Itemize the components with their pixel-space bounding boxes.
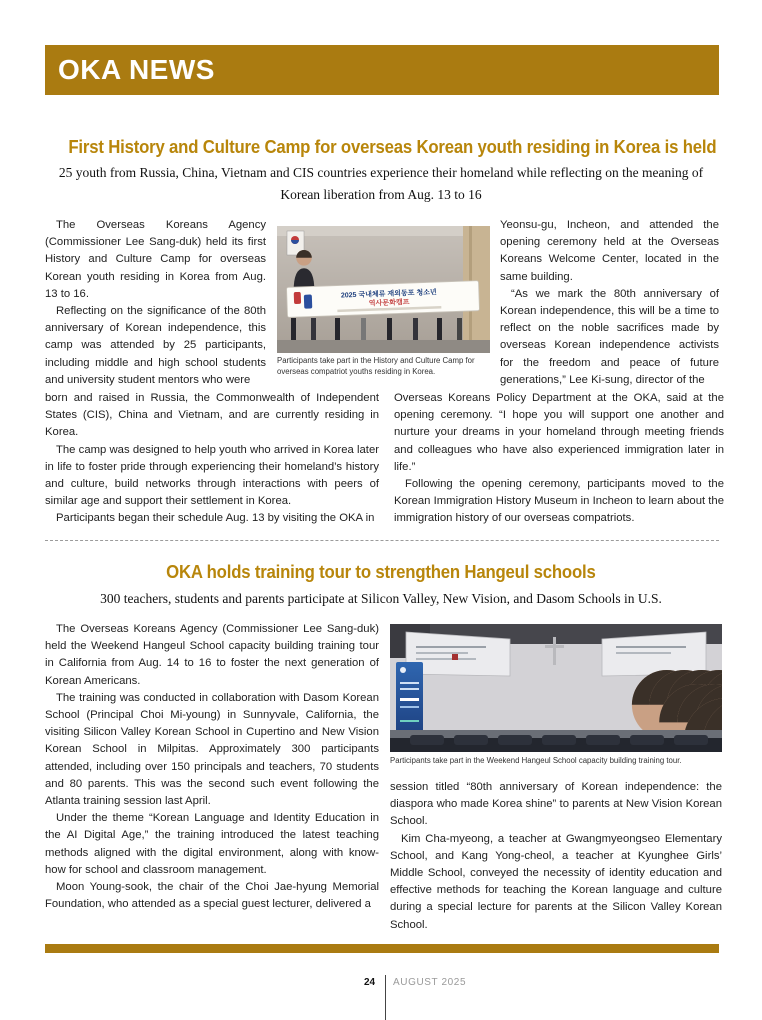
paragraph: The Overseas Koreans Agency (Commissioner Lee Sang-duk) held the Weekend Hangeul School capacity building training tour in California from Aug. 14 to 16 to foster the next generation of Korean Americans. — [45, 623, 379, 687]
banner-text-line1: 2025 국내체류 재외동포 청소년 — [340, 289, 437, 300]
paragraph: session titled “80th anniversary of Korean independence: the diaspora who made Korea shine” to parents at New Vision Korean School. — [390, 781, 722, 828]
banner-text-line2: 역사문화캠프 — [368, 299, 410, 308]
page-title: OKA NEWS — [58, 54, 215, 85]
article2-column-right — [390, 779, 722, 934]
floor — [277, 340, 490, 353]
paragraph: Kim Cha-myeong, a teacher at Gwangmyeongseo Elementary School, and Kang Yong-cheol, a teacher at Kyunghee Girls’ Middle School, conveyed the necessity of identity education and effective methods for teaching the Korean language and culture during a special lecture for parents at the Silicon Valley Korean School. — [390, 832, 722, 931]
section-divider — [45, 540, 719, 541]
article1-column-left-top — [45, 217, 266, 389]
article2-headline: OKA holds training tour to strengthen Hangeul schools — [166, 562, 596, 582]
footer-bar — [45, 944, 719, 953]
paragraph: Following the opening ceremony, participants moved to the Korean Immigration History Museum in Incheon to learn about the immigration history of our overseas compatriots. — [394, 478, 724, 525]
paragraph: The camp was designed to help youth who arrived in Korea later in life to foster pride through experiencing their homeland’s history and culture, build networks through interactions with peers of similar age and support their settlement in Korea. — [45, 443, 379, 508]
paragraph: Participants began their schedule Aug. 13 by visiting the OKA in — [56, 512, 375, 525]
footer-page-number: 24 — [364, 977, 376, 988]
article1-column-right-bottom — [394, 390, 724, 528]
article1-photo — [277, 226, 490, 353]
paragraph: Under the theme “Korean Language and Identity Education in the AI Digital Age,” the training introduced the latest teaching methods aligned with the digital environment, along with know-how for school and classroom management. — [45, 812, 379, 876]
article2-photo — [390, 624, 722, 752]
camp-group-photo-illustration — [277, 226, 490, 353]
article2-subheadline: 300 teachers, students and parents participate at Silicon Valley, New Vision, and Dasom Schools in U.S. — [100, 591, 662, 606]
header-banner — [45, 45, 719, 95]
paragraph: The training was conducted in collaboration with Dasom Korean School (Principal Choi Mi-young) in Sunnyvale, California, the visiting Silicon Valley Korean School in Cupertino and New Vision Korean School in Milpitas. Approximately 300 participants attended, including over 150 principals and teachers, 70 students and 80 parents. This was the second such event following the Atlanta training session last April. — [45, 691, 379, 808]
article1-headline: First History and Culture Camp for overseas Korean youth residing in Korea is held — [68, 137, 717, 157]
training-tour-photo-illustration — [390, 624, 722, 752]
paragraph: “As we mark the 80th anniversary of Korean independence, this will be a time to reflect on the noble sacrifices made by overseas Korean independence activists for the freedom and peace of future generations,” Lee Ki-sung, director of the — [500, 287, 719, 386]
paragraph: The Overseas Koreans Agency (Commissioner Lee Sang-duk) held its first History and Culture Camp for overseas Korean youth residing in Korea from Aug. 13 to 16. — [45, 219, 266, 300]
paragraph: Overseas Koreans Policy Department at the OKA, said at the opening ceremony. “I hope you will support one another and nurture your dreams in your homeland through meeting friends and colleagues who have also experienced immigration later in life.” — [394, 392, 724, 473]
article2-photo-caption: Participants take part in the Weekend Hangeul School capacity building training tour. — [390, 756, 682, 765]
article1-column-left-bottom — [45, 390, 379, 528]
footer-issue-label: AUGUST 2025 — [393, 977, 467, 988]
paragraph: Reflecting on the significance of the 80th anniversary of Korean independence, this camp was attended by 25 participants, including middle and high school students and university student mentors who were — [45, 305, 266, 386]
standing-banner — [396, 662, 423, 740]
footer-divider — [385, 975, 386, 1020]
projection-screen-right — [602, 632, 706, 676]
article2-column-left — [45, 621, 379, 913]
paragraph: Moon Young-sook, the chair of the Choi Jae-hyung Memorial Foundation, who attended as a special guest lecturer, delivered a — [45, 881, 379, 911]
paragraph: Yeonsu-gu, Incheon, and attended the opening ceremony held at the Overseas Koreans Welcome Center, located in the same building. — [500, 219, 719, 283]
event-banner — [287, 281, 480, 318]
article1-subheadline: 25 youth from Russia, China, Vietnam and CIS countries experience their homeland while reflecting on the meaning of Korean liberation from Aug. 13 to 16 — [58, 165, 704, 202]
article1-column-right-top — [500, 217, 719, 389]
article1-photo-caption: Participants take part in the History and Culture Camp for overseas compatriot youths residing in Korea. — [277, 356, 475, 376]
paragraph: born and raised in Russia, the Commonwealth of Independent States (CIS), China and Vietnam, and are currently residing in Korea. — [45, 392, 379, 439]
exit-sign — [452, 654, 458, 660]
